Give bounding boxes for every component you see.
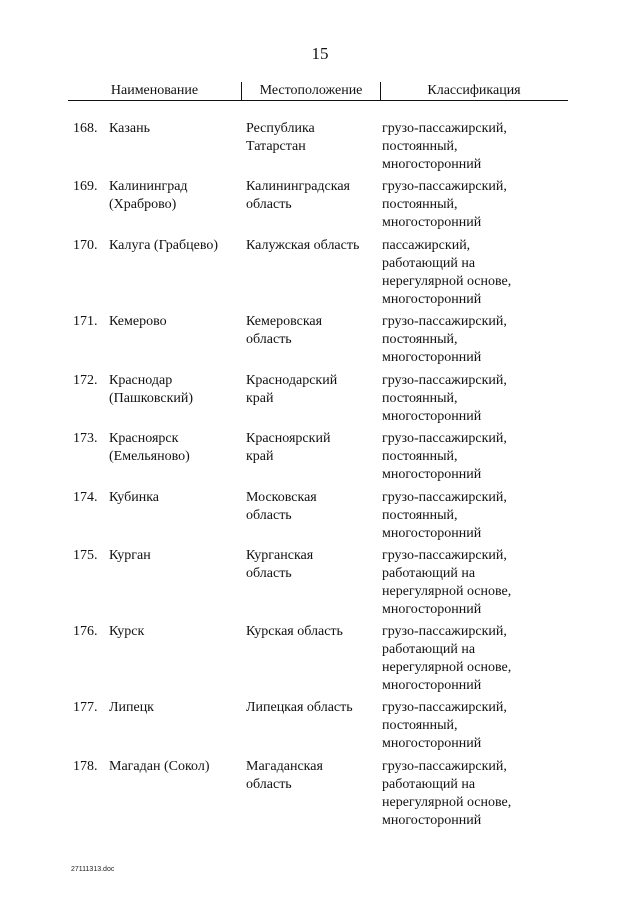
header-location: Местоположение [241, 82, 381, 100]
airport-name-line: Магадан (Сокол) [109, 759, 210, 774]
airport-location-line: Липецкая область [246, 700, 353, 715]
airport-name [109, 758, 239, 776]
airport-location-line: Калининградская [246, 179, 350, 194]
airport-classification-line: многосторонний [382, 467, 482, 482]
airport-name-line: Калуга (Грабцево) [109, 238, 219, 253]
airport-location-line: Краснодарский [246, 373, 338, 388]
airport-name-line: Курск [109, 624, 145, 639]
row-number: 176. [73, 624, 98, 639]
airport-location-line: Курганская [246, 548, 314, 563]
airport-location [246, 547, 378, 583]
airport-location-line: область [246, 566, 292, 581]
airport-classification-line: постоянный, [382, 197, 458, 212]
airport-location-line: Республика [246, 121, 315, 136]
airport-location-line: область [246, 332, 292, 347]
airport-classification-line: многосторонний [382, 813, 482, 828]
airport-classification-line: нерегулярной основе, [382, 795, 512, 810]
airport-classification [382, 758, 552, 830]
airport-classification [382, 178, 552, 232]
airport-classification-line: многосторонний [382, 292, 482, 307]
row-number: 169. [73, 179, 98, 194]
airport-classification-line: многосторонний [382, 215, 482, 230]
airport-classification-line: постоянный, [382, 508, 458, 523]
airport-name-line: (Храброво) [109, 197, 177, 212]
airport-classification-line: грузо-пассажирский, [382, 179, 507, 194]
airport-location-line: Татарстан [246, 139, 306, 154]
footer-code: 27111313.doc [71, 866, 115, 873]
row-number: 173. [73, 431, 98, 446]
airport-name [109, 120, 239, 138]
airport-classification-line: грузо-пассажирский, [382, 314, 507, 329]
airport-name-line: Кубинка [109, 490, 160, 505]
airport-classification-line: грузо-пассажирский, [382, 624, 507, 639]
airport-location [246, 372, 378, 408]
airport-classification [382, 623, 552, 695]
airport-location-line: Магаданская [246, 759, 323, 774]
row-number: 177. [73, 700, 98, 715]
airport-name [109, 313, 239, 331]
row-number: 171. [73, 314, 98, 329]
airport-classification-line: работающий на [382, 256, 476, 271]
airport-name [109, 699, 239, 717]
row-number: 172. [73, 373, 98, 388]
airport-name-line: (Емельяново) [109, 449, 190, 464]
airport-classification-line: многосторонний [382, 350, 482, 365]
airport-classification-line: грузо-пассажирский, [382, 490, 507, 505]
airport-classification-line: грузо-пассажирский, [382, 373, 507, 388]
airport-name-line: Краснодар [109, 373, 173, 388]
airport-classification-line: многосторонний [382, 526, 482, 541]
airport-location-line: край [246, 391, 274, 406]
airport-location [246, 623, 378, 641]
row-number: 168. [73, 121, 98, 136]
airport-classification [382, 547, 552, 619]
airport-location-line: область [246, 508, 292, 523]
airport-classification-line: пассажирский, [382, 238, 471, 253]
airport-classification-line: грузо-пассажирский, [382, 431, 507, 446]
row-number: 178. [73, 759, 98, 774]
airport-classification-line: грузо-пассажирский, [382, 548, 507, 563]
header-name: Наименование [110, 83, 199, 98]
row-number: 174. [73, 490, 98, 505]
airport-location-line: Курская область [246, 624, 343, 639]
airport-location-line: Кемеровская [246, 314, 323, 329]
airport-location [246, 120, 378, 156]
airport-location-line: область [246, 777, 292, 792]
airport-location [246, 699, 378, 717]
airport-name [109, 430, 239, 466]
airport-location-line: Московская [246, 490, 317, 505]
airport-name-line: Калининград [109, 179, 188, 194]
airport-classification-line: постоянный, [382, 449, 458, 464]
airport-classification-line: многосторонний [382, 736, 482, 751]
airport-classification [382, 237, 552, 309]
page-number: 15 [311, 44, 329, 63]
airport-name-line: Кемерово [109, 314, 167, 329]
airport-classification-line: многосторонний [382, 602, 482, 617]
airport-location-line: область [246, 197, 292, 212]
airport-name-line: Курган [109, 548, 151, 563]
airport-classification-line: работающий на [382, 777, 476, 792]
airport-location [246, 313, 378, 349]
airport-name-line: (Пашковский) [109, 391, 194, 406]
airport-classification-line: постоянный, [382, 718, 458, 733]
airport-classification [382, 489, 552, 543]
airport-name-line: Липецк [109, 700, 154, 715]
airport-location-line: Калужская область [246, 238, 360, 253]
airport-classification [382, 120, 552, 174]
airport-classification-line: постоянный, [382, 332, 458, 347]
row-number: 175. [73, 548, 98, 563]
airport-classification-line: многосторонний [382, 157, 482, 172]
row-number: 170. [73, 238, 98, 253]
airport-classification-line: постоянный, [382, 391, 458, 406]
airport-classification [382, 430, 552, 484]
airport-classification-line: постоянный, [382, 139, 458, 154]
airport-location [246, 489, 378, 525]
airport-name-line: Красноярск [109, 431, 179, 446]
airport-name [109, 547, 239, 565]
airport-classification-line: нерегулярной основе, [382, 274, 512, 289]
airport-classification [382, 372, 552, 426]
header-classification: Классификация [427, 83, 521, 98]
airport-location [246, 430, 378, 466]
airport-location-line: Красноярский [246, 431, 331, 446]
airport-name [109, 178, 239, 214]
airport-location [246, 178, 378, 214]
airport-name [109, 372, 239, 408]
airport-classification [382, 699, 552, 753]
airport-name [109, 489, 239, 507]
airport-classification-line: многосторонний [382, 678, 482, 693]
airport-name [109, 237, 239, 255]
airport-location [246, 758, 378, 794]
airport-classification-line: нерегулярной основе, [382, 660, 512, 675]
airport-classification-line: работающий на [382, 642, 476, 657]
airport-name [109, 623, 239, 641]
airport-location-line: край [246, 449, 274, 464]
airport-classification-line: нерегулярной основе, [382, 584, 512, 599]
airport-location [246, 237, 378, 255]
table-header [68, 82, 568, 101]
airport-classification-line: работающий на [382, 566, 476, 581]
airport-classification-line: грузо-пассажирский, [382, 700, 507, 715]
airport-classification [382, 313, 552, 367]
airport-name-line: Казань [109, 121, 150, 136]
airport-classification-line: грузо-пассажирский, [382, 121, 507, 136]
airport-classification-line: грузо-пассажирский, [382, 759, 507, 774]
airport-classification-line: многосторонний [382, 409, 482, 424]
